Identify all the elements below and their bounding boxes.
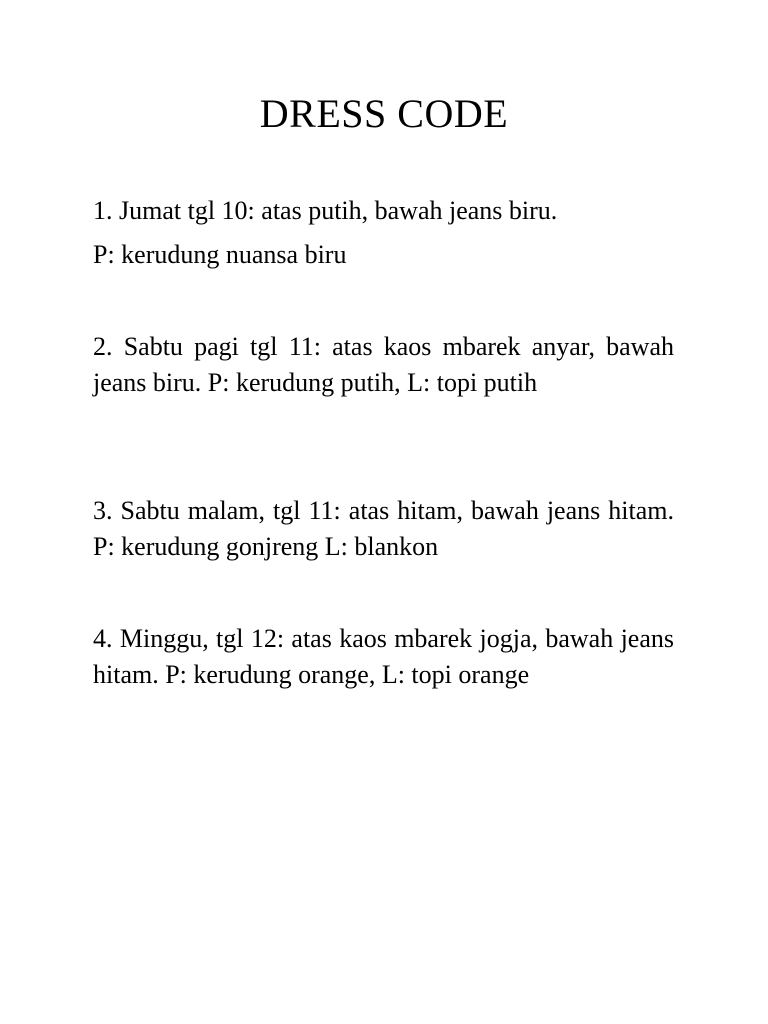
dress-code-item-1-line-2: P: kerudung nuansa biru	[93, 240, 347, 269]
dress-code-item-3: 3. Sabtu malam, tgl 11: atas hitam, bawah jeans hitam. P: kerudung gonjreng L: blankon	[93, 496, 674, 561]
dress-code-item-4: 4. Minggu, tgl 12: atas kaos mbarek jogja, bawah jeans hitam. P: kerudung orange, L: topi orange	[93, 624, 674, 689]
page-title: DRESS CODE	[259, 91, 509, 136]
dress-code-item-1-line-1: 1. Jumat tgl 10: atas putih, bawah jeans biru.	[93, 196, 558, 225]
dress-code-item-2: 2. Sabtu pagi tgl 11: atas kaos mbarek anyar, bawah jeans biru. P: kerudung putih, L: topi putih	[93, 332, 674, 397]
